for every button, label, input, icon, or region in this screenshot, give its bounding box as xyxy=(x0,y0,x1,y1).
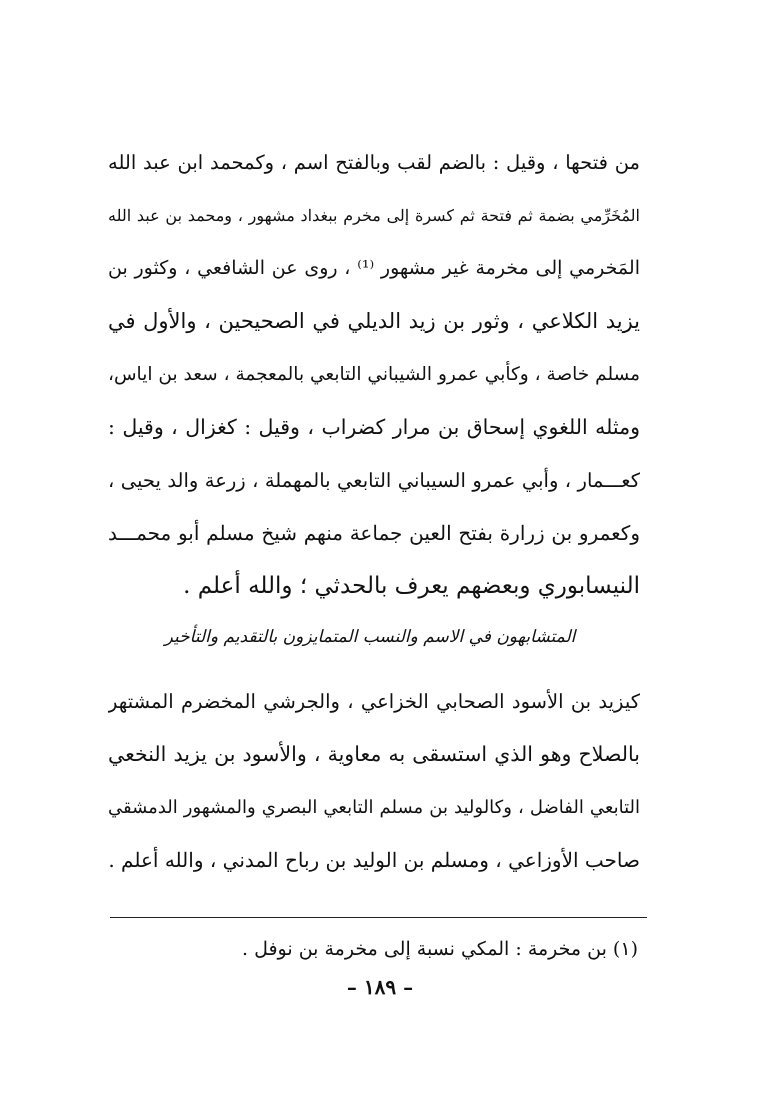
text-line: ومثله اللغوي إسحاق بن مرار كضراب ، وقيل : كغزال ، وقيل : xyxy=(108,415,640,439)
text-line: المَخرمي إلى مخرمة غير مشهور ⁽¹⁾ ، روى عن الشافعي ، وكثور بن xyxy=(108,257,640,279)
paragraph-2 xyxy=(108,675,640,887)
text-line: يزيد الكلاعي ، وثور بن زيد الديلي في الصحيحين ، والأول في xyxy=(108,309,640,333)
text-line: التابعي الفاضل ، وكالوليد بن مسلم التابعي البصري والمشهور الدمشقي xyxy=(108,797,640,818)
footnote: (١) بن مخرمة : المكي نسبة إلى مخرمة بن نوفل . xyxy=(242,938,638,960)
paragraph-1 xyxy=(108,136,640,613)
footnote-divider xyxy=(110,917,647,918)
page-number: – ١٨٩ – xyxy=(346,975,414,999)
text-line: بالصلاح وهو الذي استسقى به معاوية ، والأسود بن يزيد النخعي xyxy=(108,742,640,766)
text-line: المُخَرِّمي بضمة ثم فتحة ثم كسرة إلى مخرم ببغداد مشهور ، ومحمد بن عبد الله xyxy=(108,206,640,225)
text-line: كعـــمار ، وأبي عمرو السيباني التابعي بالمهملة ، زرعة والد يحيى ، xyxy=(108,469,640,492)
text-line: من فتحها ، وقيل : بالضم لقب وبالفتح اسم ، وكمحمد ابن عبد الله xyxy=(108,151,640,174)
text-line: كيزيد بن الأسود الصحابي الخزاعي ، والجرشي المخضرم المشتهر xyxy=(108,690,640,713)
text-line: وكعمرو بن زرارة بفتح العين جماعة منهم شيخ مسلم أبو محمـــد xyxy=(108,521,640,545)
text-line: النيسابوري وبعضهم يعرف بالحدثي ؛ والله أعلم . xyxy=(183,573,640,599)
text-line: صاحب الأوزاعي ، ومسلم بن الوليد بن رباح المدني ، والله أعلم . xyxy=(108,848,640,872)
section-heading: المتشابهون في الاسم والنسب المتمايزون بالتقديم والتأخير xyxy=(164,627,576,647)
text-line: مسلم خاصة ، وكأبي عمرو الشيباني التابعي بالمعجمة ، سعد بن اياس، xyxy=(108,364,640,385)
